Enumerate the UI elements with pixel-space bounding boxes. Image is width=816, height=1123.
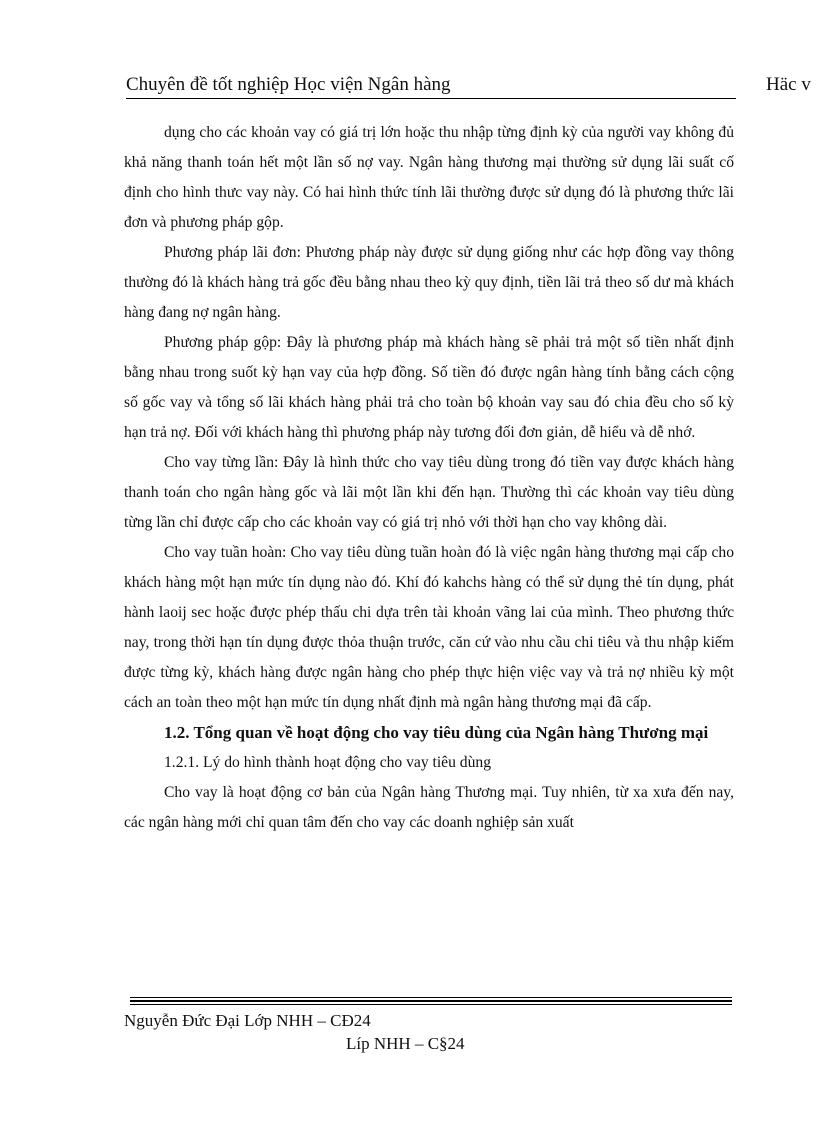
footer-class-line: Líp NHH – C§24 [346, 1034, 465, 1053]
footer-divider-middle [130, 1000, 732, 1002]
document-body [124, 118, 734, 838]
page-header [126, 74, 816, 100]
paragraph-continuation: dụng cho các khoản vay có giá trị lớn hoặc thu nhập từng định kỳ của người vay không đủ khả năng thanh toán hết một lần số nợ vay. Ngân hàng thương mại thường sử dụng lãi suất cố định cho hình thưc vay này. Có hai hình thức tính lãi thường được sử dụng đó là phương thức lãi đơn và phương pháp gộp. [124, 124, 734, 231]
paragraph-single-loan: Cho vay từng lần: Đây là hình thức cho vay tiêu dùng trong đó tiền vay được khách hàng thanh toán cho ngân hàng gốc và lãi một lần khi đến hạn. Thường thì các khoản vay tiêu dùng từng lần chỉ được cấp cho các khoản vay có giá trị nhỏ với thời hạn cho vay không dài. [124, 454, 734, 531]
paragraph-add-on-method: Phương pháp gộp: Đây là phương pháp mà khách hàng sẽ phải trả một số tiền nhất định bằng nhau trong suốt kỳ hạn vay của hợp đồng. Số tiền đó được ngân hàng tính bằng cách cộng số gốc vay và tổng số lãi khách hàng phải trả cho toàn bộ khoản vay sau đó chia đều cho số kỳ hạn trả nợ. Đối với khách hàng thì phương pháp này tương đối đơn giản, dễ hiểu và dễ nhớ. [124, 334, 734, 441]
section-heading: 1.2. Tổng quan về hoạt động cho vay tiêu dùng của Ngân hàng Thương mại [164, 723, 709, 742]
header-title: Chuyên đề tốt nghiệp Học viện Ngân hàng [126, 74, 451, 95]
header-divider [126, 98, 736, 99]
paragraph-last: Cho vay là hoạt động cơ bản của Ngân hàng Thương mại. Tuy nhiên, từ xa xưa đến nay, các ngân hàng mới chỉ quan tâm đến cho vay các doanh nghiệp sản xuất [124, 784, 734, 831]
paragraph-revolving-loan: Cho vay tuần hoàn: Cho vay tiêu dùng tuần hoàn đó là việc ngân hàng thương mại cấp cho khách hàng một hạn mức tín dụng nào đó. Khí đó kahchs hàng có thể sử dụng thẻ tín dụng, phát hành laoij sec hoặc được phép thấu chi dựa trên tài khoản vãng lai của mình. Theo phương thức nay, trong thời hạn tín dụng được thỏa thuận trước, căn cứ vào nhu cầu chi tiêu và thu nhập kiếm được từng kỳ, khách hàng được ngân hàng cho phép thực hiện việc vay và trả nợ nhiều kỳ một cách an toàn theo một hạn mức tín dụng nhất định mà ngân hàng thương mại đã cấp. [124, 544, 734, 711]
footer-divider-bottom [130, 1004, 732, 1005]
footer-author: Nguyễn Đức Đại Lớp NHH – CĐ24 [124, 1011, 371, 1030]
paragraph-simple-interest: Phương pháp lãi đơn: Phương pháp này được sử dụng giống như các hợp đồng vay thông thường đó là khách hàng trả gốc đều bằng nhau theo kỳ quy định, tiền lãi trả theo số dư mà khách hàng đang nợ ngân hàng. [124, 244, 734, 321]
header-right-text: Häc v [766, 74, 811, 95]
footer-divider-top [130, 997, 732, 998]
subsection-heading: 1.2.1. Lý do hình thành hoạt động cho vay tiêu dùng [164, 754, 491, 771]
